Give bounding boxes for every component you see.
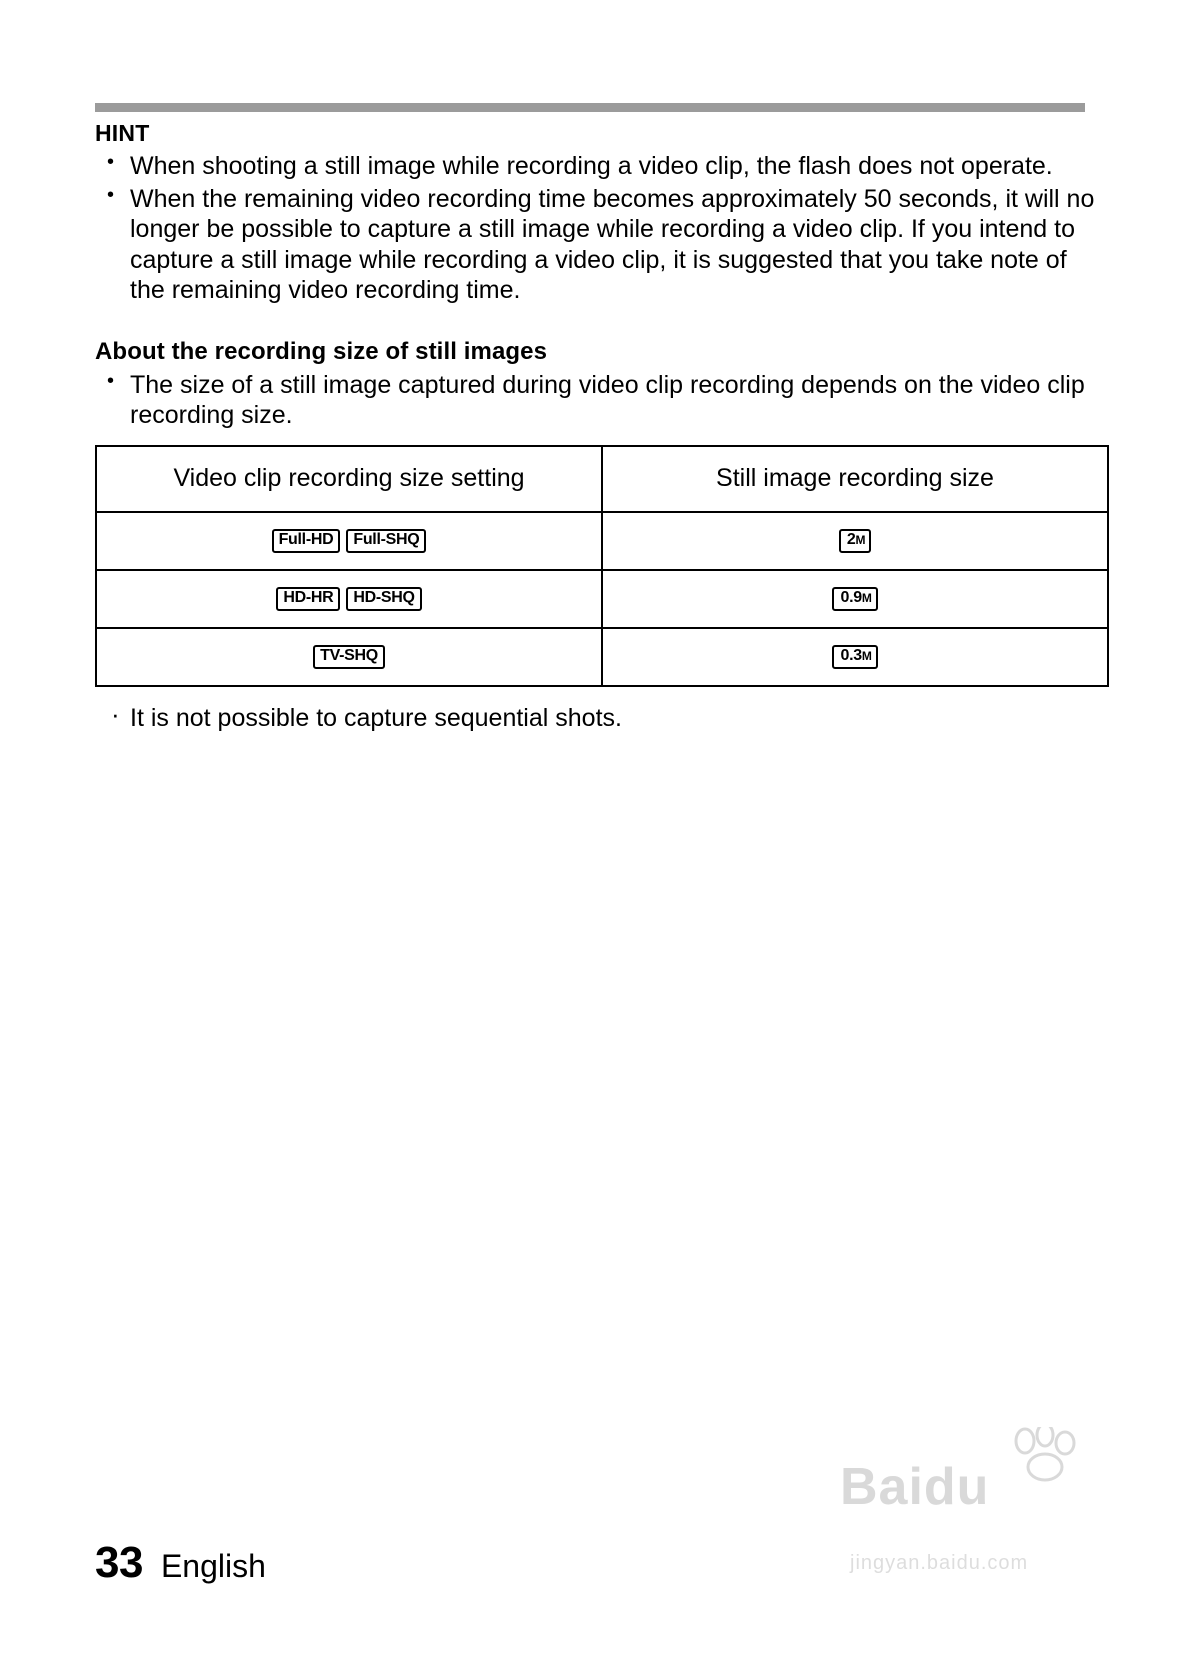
watermark-main-text: Baidu xyxy=(840,1458,990,1516)
section-bullet-1: • The size of a still image captured during video clip recording depends on the video clip recording size. xyxy=(95,370,1095,431)
mode-tag-full-shq: Full-SHQ xyxy=(346,529,426,553)
cell-video-tags xyxy=(96,512,602,570)
still-size-value: 2 xyxy=(846,531,856,549)
hint-bullet-1: • When shooting a still image while recording a video clip, the flash does not operate. xyxy=(95,151,1095,182)
header-rule xyxy=(95,103,1085,112)
cell-still-size xyxy=(602,628,1108,686)
section-heading: About the recording size of still images xyxy=(95,337,548,365)
page-content xyxy=(95,120,1095,733)
mode-tag-full-hd: Full-HD xyxy=(272,529,341,553)
footnote: · It is not possible to capture sequential shots. xyxy=(95,703,1095,734)
still-size-unit: M xyxy=(861,649,872,664)
table-row xyxy=(96,628,1108,686)
table-header-still-size: Still image recording size xyxy=(602,446,1108,512)
mode-tag-tv-shq: TV-SHQ xyxy=(313,645,385,669)
still-size-unit: M xyxy=(861,591,872,606)
page-language: English xyxy=(160,1548,266,1584)
still-size-tag-09m xyxy=(832,587,877,611)
mode-tag-hd-shq: HD-SHQ xyxy=(346,587,421,611)
watermark xyxy=(840,1435,1140,1575)
paw-icon xyxy=(1012,1427,1082,1483)
cell-still-size xyxy=(602,512,1108,570)
still-size-value: 0.3 xyxy=(840,647,862,665)
section-bullet-list xyxy=(95,370,1095,431)
table-row xyxy=(96,512,1108,570)
still-size-value: 0.9 xyxy=(840,589,862,607)
hint-bullet-2: • When the remaining video recording time becomes approximately 50 seconds, it will no longer be possible to capture a still image while recording a video clip. If you intend to capture a still image while recording a video clip, it is suggested that you take note of the remaining video recording time. xyxy=(95,184,1095,306)
page-footer xyxy=(95,1538,266,1588)
table-header-video-size: Video clip recording size setting xyxy=(96,446,602,512)
mode-tag-hd-hr: HD-HR xyxy=(276,587,340,611)
still-size-tag-03m xyxy=(832,645,877,669)
hint-bullet-list xyxy=(95,151,1095,306)
table-row xyxy=(96,570,1108,628)
section-spacer xyxy=(95,308,1095,338)
cell-video-tags xyxy=(96,628,602,686)
cell-still-size xyxy=(602,570,1108,628)
still-size-unit: M xyxy=(855,533,866,548)
watermark-sub-text: jingyan.baidu.com xyxy=(850,1552,1029,1574)
hint-heading: HINT xyxy=(95,120,150,146)
still-size-tag-2m xyxy=(839,529,871,553)
cell-video-tags xyxy=(96,570,602,628)
page-number: 33 xyxy=(95,1538,143,1587)
recording-size-table xyxy=(95,445,1109,687)
table-header-row xyxy=(96,446,1108,512)
